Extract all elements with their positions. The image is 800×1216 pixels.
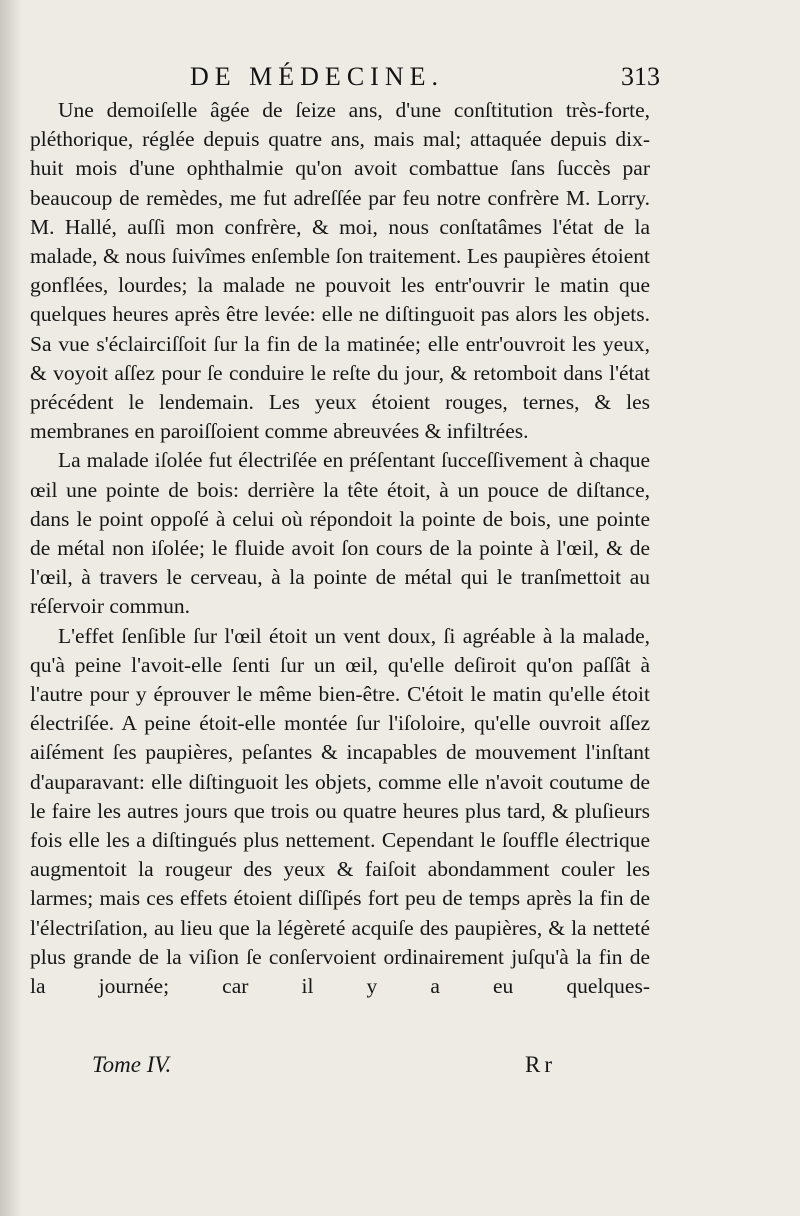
page-number: 313 xyxy=(621,62,660,91)
volume-label: Tome IV. xyxy=(92,1052,172,1077)
paragraph-3: L'effet ſenſible ſur l'œil étoit un vent doux, ſi agréable à la malade, qu'à peine l'avoit-elle ſenti ſur un œil, qu'elle deſiroit qu'on paſſât à l'autre pour y éprouver le même bien-être. C'étoit le matin qu'elle étoit électriſée. A peine étoit-elle montée ſur l'iſoloire, qu'elle ouvroit aſſez aiſément ſes paupières, peſantes & incapables de mouvement l'inſtant d'auparavant: elle diſtinguoit les objets, comme elle n'avoit coutume de le faire les autres jours que trois ou quatre heures plus tard, & pluſieurs fois elle les a diſtingués plus nettement. Cependant le ſouffle électrique augmentoit la rougeur des yeux & faiſoit abondamment couler les larmes; mais ces effets étoient diſſipés fort peu de temps après la fin de l'électriſation, au lieu que la légèreté acquiſe des paupières, & la netteté plus grande de la viſion ſe conſervoient ordinairement juſqu'à la fin de la journée; car il y a eu quelques- xyxy=(30,623,650,999)
page-footer xyxy=(30,1052,650,1084)
body-text xyxy=(30,96,650,1001)
page-header xyxy=(30,62,660,96)
paragraph-1: Une demoiſelle âgée de ſeize ans, d'une conſtitution très-forte, pléthorique, réglée depuis quatre ans, mais mal; attaquée depuis dix-huit mois d'une ophthalmie qu'on avoit combattue ſans ſuccès par beaucoup de remèdes, me fut adreſſée par feu notre confrère M. Lorry. M. Hallé, auſſi mon confrère, & moi, nous conſtatâmes l'état de la malade, & nous ſuivîmes enſemble ſon traitement. Les paupières étoient gonflées, lourdes; la malade ne pouvoit les entr'ouvrir le matin que quelques heures après être levée: elle ne diſtinguoit pas alors les objets. Sa vue s'éclairciſſoit ſur la fin de la matinée; elle entr'ouvroit les yeux, & voyoit aſſez pour ſe conduire le reſte du jour, & retomboit dans l'état précédent le lendemain. Les yeux étoient rouges, ternes, & les membranes en paroiſſoient comme abreuvées & infiltrées. xyxy=(30,98,650,444)
signature-mark: Rr xyxy=(525,1052,556,1077)
running-title: DE MÉDECINE. xyxy=(190,62,444,91)
gutter-shadow xyxy=(0,0,22,1216)
paragraph-2: La malade iſolée fut électriſée en préſentant ſucceſſivement à chaque œil une pointe de bois: derrière la tête étoit, à un pouce de diſtance, dans le point oppoſé à celui où répondoit la pointe de bois, une pointe de métal non iſolée; le fluide avoit ſon cours de la pointe à l'œil, & de l'œil, à travers le cerveau, à la pointe de métal qui le tranſmettoit au réſervoir commun. xyxy=(30,448,650,619)
